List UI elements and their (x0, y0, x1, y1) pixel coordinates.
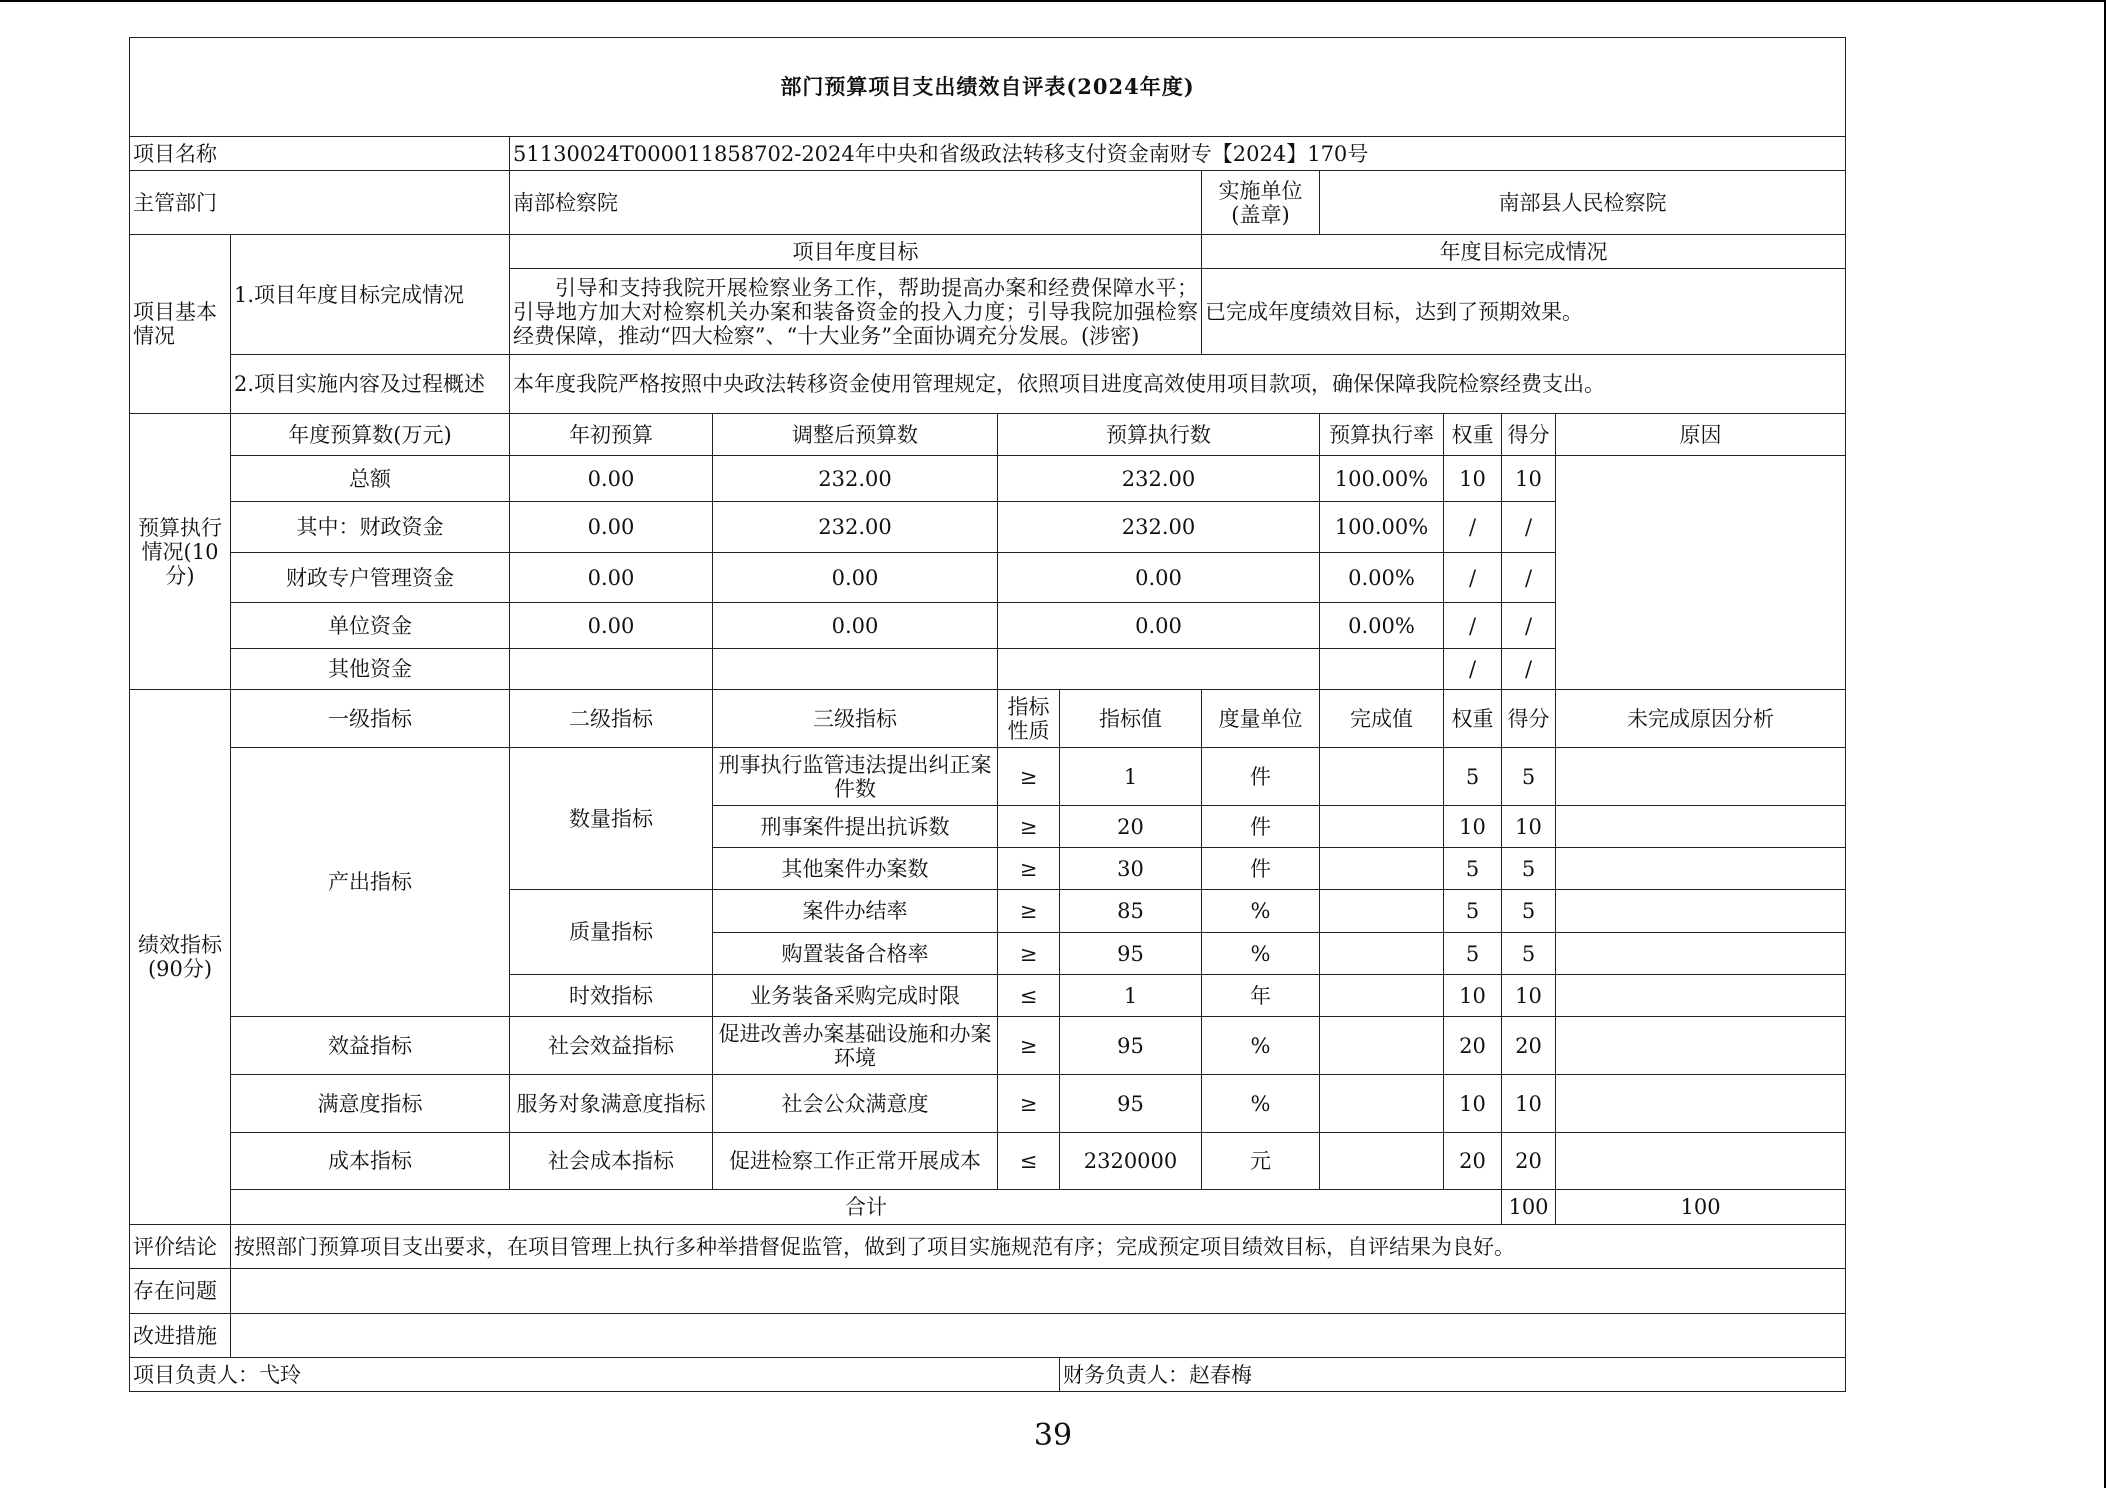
indicator-actual (1320, 748, 1444, 806)
indicator-reason (1556, 890, 1846, 933)
indicator-score: 10 (1502, 1075, 1556, 1133)
indicator-unit: 件 (1202, 748, 1320, 806)
indicator-weight: 20 (1444, 1017, 1502, 1075)
indicator-name: 其他案件办案数 (713, 848, 998, 890)
budget-adjusted-value: 0.00 (713, 553, 998, 603)
indicator-value: 95 (1060, 933, 1202, 975)
budget-weight-value: / (1444, 603, 1502, 649)
perf-header-level2: 二级指标 (510, 690, 713, 748)
indicator-nature: ≤ (998, 1133, 1060, 1190)
indicator-reason (1556, 806, 1846, 848)
indicator-nature: ≤ (998, 975, 1060, 1017)
budget-header-score: 得分 (1502, 414, 1556, 456)
implementing-unit-label: 实施单位(盖章) (1202, 171, 1320, 235)
budget-header-rate: 预算执行率 (1320, 414, 1444, 456)
budget-header-executed: 预算执行数 (998, 414, 1320, 456)
budget-rate-value: 100.00% (1320, 456, 1444, 502)
indicator-unit: % (1202, 933, 1320, 975)
indicator-name: 社会公众满意度 (713, 1075, 998, 1133)
budget-initial-value: 0.00 (510, 456, 713, 502)
indicator-score: 20 (1502, 1133, 1556, 1190)
budget-header-adjusted: 调整后预算数 (713, 414, 998, 456)
perf-header-reason: 未完成原因分析 (1556, 690, 1846, 748)
indicator-score: 5 (1502, 748, 1556, 806)
indicator-score: 5 (1502, 848, 1556, 890)
indicator-weight: 10 (1444, 975, 1502, 1017)
budget-reason-cell (1556, 456, 1846, 690)
indicator-score: 10 (1502, 975, 1556, 1017)
level1-satisfaction: 满意度指标 (231, 1075, 510, 1133)
budget-header-annual: 年度预算数(万元) (231, 414, 510, 456)
level2-social-benefit: 社会效益指标 (510, 1017, 713, 1075)
level1-benefit: 效益指标 (231, 1017, 510, 1075)
budget-execution-label: 预算执行情况(10分) (130, 414, 231, 690)
budget-row-name: 其他资金 (231, 649, 510, 690)
budget-header-initial: 年初预算 (510, 414, 713, 456)
indicator-weight: 5 (1444, 748, 1502, 806)
budget-adjusted-value (713, 649, 998, 690)
perf-header-value: 指标值 (1060, 690, 1202, 748)
project-name-value: 51130024T000011858702-2024年中央和省级政法转移支付资金南财专【2024】170号 (510, 137, 1846, 171)
budget-row-name: 财政专户管理资金 (231, 553, 510, 603)
total-weight: 100 (1502, 1190, 1556, 1225)
budget-rate-value (1320, 649, 1444, 690)
perf-header-score: 得分 (1502, 690, 1556, 748)
indicator-nature: ≥ (998, 1075, 1060, 1133)
budget-executed-value: 232.00 (998, 456, 1320, 502)
top-border-line (0, 0, 2106, 2)
indicator-score: 10 (1502, 806, 1556, 848)
budget-initial-value: 0.00 (510, 553, 713, 603)
indicator-name: 促进改善办案基础设施和办案环境 (713, 1017, 998, 1075)
perf-header-actual: 完成值 (1320, 690, 1444, 748)
budget-weight-value: / (1444, 553, 1502, 603)
perf-header-nature: 指标性质 (998, 690, 1060, 748)
total-score: 100 (1556, 1190, 1846, 1225)
indicator-actual (1320, 1075, 1444, 1133)
goal-completion-header: 年度目标完成情况 (1202, 235, 1846, 269)
budget-score-value: / (1502, 649, 1556, 690)
problems-text (231, 1269, 1846, 1314)
indicator-weight: 20 (1444, 1133, 1502, 1190)
implementation-item-label: 2.项目实施内容及过程概述 (231, 355, 510, 414)
table-row (130, 1017, 1846, 1075)
conclusion-text: 按照部门预算项目支出要求，在项目管理上执行多种举措督促监管，做到了项目实施规范有序；完成预定项目绩效目标，自评结果为良好。 (231, 1225, 1846, 1269)
table-row (130, 748, 1846, 806)
budget-header-reason: 原因 (1556, 414, 1846, 456)
indicator-unit: 件 (1202, 848, 1320, 890)
budget-executed-value (998, 649, 1320, 690)
indicator-unit: 年 (1202, 975, 1320, 1017)
indicator-name: 案件办结率 (713, 890, 998, 933)
indicator-value: 95 (1060, 1017, 1202, 1075)
department-label: 主管部门 (130, 171, 510, 235)
indicator-reason (1556, 848, 1846, 890)
level1-output: 产出指标 (231, 748, 510, 1017)
total-label: 合计 (231, 1190, 1502, 1225)
perf-header-unit: 度量单位 (1202, 690, 1320, 748)
table-row (130, 456, 1846, 502)
level1-cost: 成本指标 (231, 1133, 510, 1190)
indicator-nature: ≥ (998, 1017, 1060, 1075)
indicator-unit: % (1202, 890, 1320, 933)
annual-goal-text: 引导和支持我院开展检察业务工作，帮助提高办案和经费保障水平；引导地方加大对检察机关办案和装备资金的投入力度；引导我院加强检察经费保障，推动“四大检察”、“十大业务”全面协调充分发展。(涉密) (510, 269, 1202, 355)
indicator-value: 30 (1060, 848, 1202, 890)
budget-row-name: 单位资金 (231, 603, 510, 649)
indicator-value: 1 (1060, 975, 1202, 1017)
indicator-unit: % (1202, 1017, 1320, 1075)
annual-goal-header: 项目年度目标 (510, 235, 1202, 269)
indicator-reason (1556, 1133, 1846, 1190)
goal-completion-text: 已完成年度绩效目标，达到了预期效果。 (1202, 269, 1846, 355)
indicator-nature: ≥ (998, 848, 1060, 890)
indicator-unit: 件 (1202, 806, 1320, 848)
implementing-unit-value: 南部县人民检察院 (1320, 171, 1846, 235)
department-value: 南部检察院 (510, 171, 1202, 235)
page-number: 39 (1033, 1418, 1073, 1453)
indicator-value: 2320000 (1060, 1133, 1202, 1190)
problems-label: 存在问题 (130, 1269, 231, 1314)
basic-info-label: 项目基本情况 (130, 235, 231, 414)
indicator-weight: 5 (1444, 848, 1502, 890)
budget-weight-value: / (1444, 502, 1502, 553)
budget-header-weight: 权重 (1444, 414, 1502, 456)
perf-header-level1: 一级指标 (231, 690, 510, 748)
indicator-value: 95 (1060, 1075, 1202, 1133)
indicator-unit: 元 (1202, 1133, 1320, 1190)
budget-initial-value: 0.00 (510, 603, 713, 649)
indicator-nature: ≥ (998, 890, 1060, 933)
self-evaluation-table (129, 37, 1846, 1392)
indicator-name: 刑事案件提出抗诉数 (713, 806, 998, 848)
indicator-weight: 10 (1444, 806, 1502, 848)
indicator-reason (1556, 975, 1846, 1017)
indicator-reason (1556, 1075, 1846, 1133)
project-lead-signature: 项目负责人：弋玲 (130, 1358, 1060, 1392)
indicator-reason (1556, 748, 1846, 806)
budget-score-value: / (1502, 502, 1556, 553)
indicator-nature: ≥ (998, 806, 1060, 848)
indicator-unit: % (1202, 1075, 1320, 1133)
table-row (130, 1075, 1846, 1133)
indicator-nature: ≥ (998, 748, 1060, 806)
indicator-reason (1556, 1017, 1846, 1075)
conclusion-label: 评价结论 (130, 1225, 231, 1269)
budget-adjusted-value: 0.00 (713, 603, 998, 649)
indicator-reason (1556, 933, 1846, 975)
budget-score-value: / (1502, 553, 1556, 603)
budget-adjusted-value: 232.00 (713, 502, 998, 553)
budget-rate-value: 0.00% (1320, 553, 1444, 603)
level2-quantity: 数量指标 (510, 748, 713, 890)
perf-header-weight: 权重 (1444, 690, 1502, 748)
budget-rate-value: 100.00% (1320, 502, 1444, 553)
performance-label: 绩效指标(90分) (130, 690, 231, 1225)
budget-initial-value (510, 649, 713, 690)
budget-executed-value: 0.00 (998, 603, 1320, 649)
budget-score-value: / (1502, 603, 1556, 649)
budget-weight-value: / (1444, 649, 1502, 690)
budget-row-name: 其中：财政资金 (231, 502, 510, 553)
budget-score-value: 10 (1502, 456, 1556, 502)
indicator-actual (1320, 975, 1444, 1017)
budget-rate-value: 0.00% (1320, 603, 1444, 649)
indicator-actual (1320, 806, 1444, 848)
table-row (130, 1133, 1846, 1190)
level2-timeliness: 时效指标 (510, 975, 713, 1017)
budget-row-name: 总额 (231, 456, 510, 502)
indicator-name: 购置装备合格率 (713, 933, 998, 975)
indicator-actual (1320, 1017, 1444, 1075)
project-name-label: 项目名称 (130, 137, 510, 171)
budget-adjusted-value: 232.00 (713, 456, 998, 502)
indicator-actual (1320, 848, 1444, 890)
level2-service-satisfaction: 服务对象满意度指标 (510, 1075, 713, 1133)
implementation-text: 本年度我院严格按照中央政法转移资金使用管理规定，依照项目进度高效使用项目款项，确保保障我院检察经费支出。 (510, 355, 1846, 414)
total-row (130, 1190, 1846, 1225)
indicator-value: 20 (1060, 806, 1202, 848)
indicator-value: 1 (1060, 748, 1202, 806)
indicator-weight: 5 (1444, 890, 1502, 933)
improvements-label: 改进措施 (130, 1314, 231, 1358)
indicator-score: 5 (1502, 890, 1556, 933)
indicator-weight: 10 (1444, 1075, 1502, 1133)
indicator-name: 促进检察工作正常开展成本 (713, 1133, 998, 1190)
indicator-name: 业务装备采购完成时限 (713, 975, 998, 1017)
indicator-score: 20 (1502, 1017, 1556, 1075)
indicator-value: 85 (1060, 890, 1202, 933)
improvements-text (231, 1314, 1846, 1358)
finance-lead-signature: 财务负责人：赵春梅 (1060, 1358, 1846, 1392)
indicator-weight: 5 (1444, 933, 1502, 975)
table-title: 部门预算项目支出绩效自评表(2024年度) (130, 38, 1846, 137)
annual-goal-item-label: 1.项目年度目标完成情况 (231, 235, 510, 355)
budget-executed-value: 232.00 (998, 502, 1320, 553)
indicator-actual (1320, 890, 1444, 933)
budget-executed-value: 0.00 (998, 553, 1320, 603)
indicator-actual (1320, 933, 1444, 975)
budget-weight-value: 10 (1444, 456, 1502, 502)
indicator-nature: ≥ (998, 933, 1060, 975)
perf-header-level3: 三级指标 (713, 690, 998, 748)
budget-initial-value: 0.00 (510, 502, 713, 553)
indicator-name: 刑事执行监管违法提出纠正案件数 (713, 748, 998, 806)
level2-quality: 质量指标 (510, 890, 713, 975)
indicator-actual (1320, 1133, 1444, 1190)
indicator-score: 5 (1502, 933, 1556, 975)
level2-social-cost: 社会成本指标 (510, 1133, 713, 1190)
